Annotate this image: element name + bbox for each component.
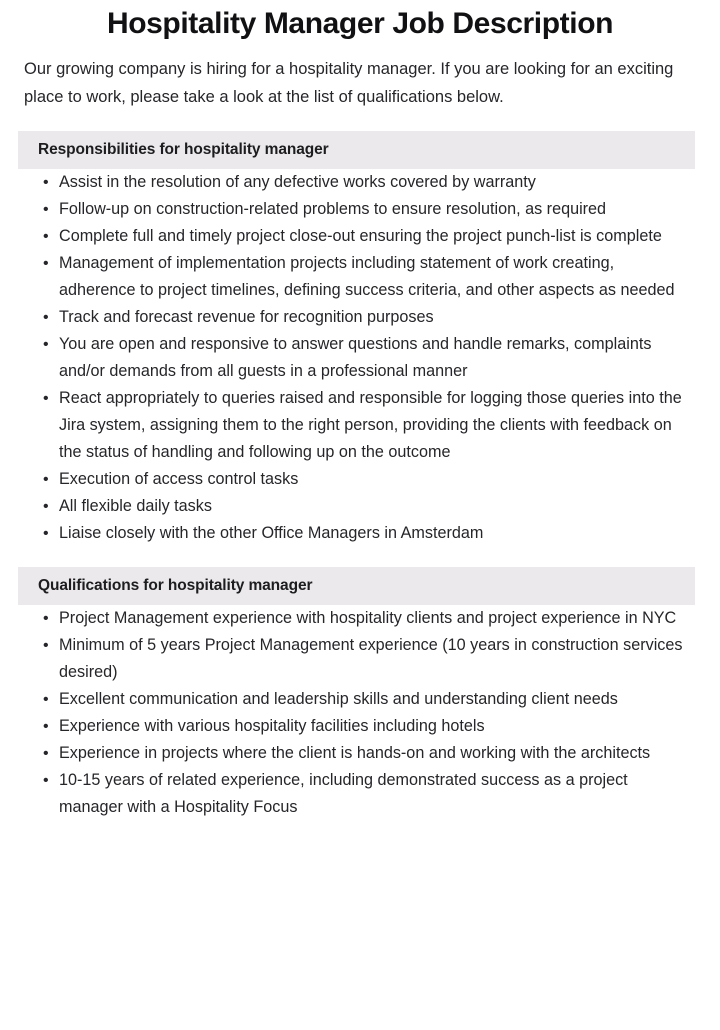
list-item: • Track and forecast revenue for recognition purposes [0,304,720,331]
list-item: • Assist in the resolution of any defective works covered by warranty [0,169,720,196]
responsibilities-list [0,169,720,547]
list-item: • Execution of access control tasks [0,466,720,493]
page-title: Hospitality Manager Job Description [106,7,614,40]
list-item: • Minimum of 5 years Project Management experience (10 years in construction services desired) [0,632,720,686]
list-item: • Follow-up on construction-related problems to ensure resolution, as required [0,196,720,223]
list-item: • Excellent communication and leadership skills and understanding client needs [0,686,720,713]
list-item: • 10-15 years of related experience, including demonstrated success as a project manager with a Hospitality Focus [0,767,720,821]
list-item: • Project Management experience with hospitality clients and project experience in NYC [0,605,720,632]
list-item: • All flexible daily tasks [0,493,720,520]
list-item: • Complete full and timely project close-out ensuring the project punch-list is complete [0,223,720,250]
list-item: • React appropriately to queries raised and responsible for logging those queries into the Jira system, assigning them to the right person, providing the clients with feedback on the status of handling and following up on the outcome [0,385,720,466]
list-item: • You are open and responsive to answer questions and handle remarks, complaints and/or demands from all guests in a professional manner [0,331,720,385]
list-item: • Experience in projects where the client is hands-on and working with the architects [0,740,720,767]
list-item: • Experience with various hospitality facilities including hotels [0,713,720,740]
section-header-responsibilities: Responsibilities for hospitality manager [18,131,695,169]
section-qualifications [0,567,720,821]
list-item: • Management of implementation projects including statement of work creating, adherence to project timelines, defining success criteria, and other aspects as needed [0,250,720,304]
qualifications-list [0,605,720,821]
list-item: • Liaise closely with the other Office Managers in Amsterdam [0,520,720,547]
section-responsibilities [0,131,720,547]
section-header-qualifications: Qualifications for hospitality manager [18,567,695,605]
intro-paragraph: Our growing company is hiring for a hospitality manager. If you are looking for an exciting place to work, please take a look at the list of qualifications below. [24,60,674,106]
